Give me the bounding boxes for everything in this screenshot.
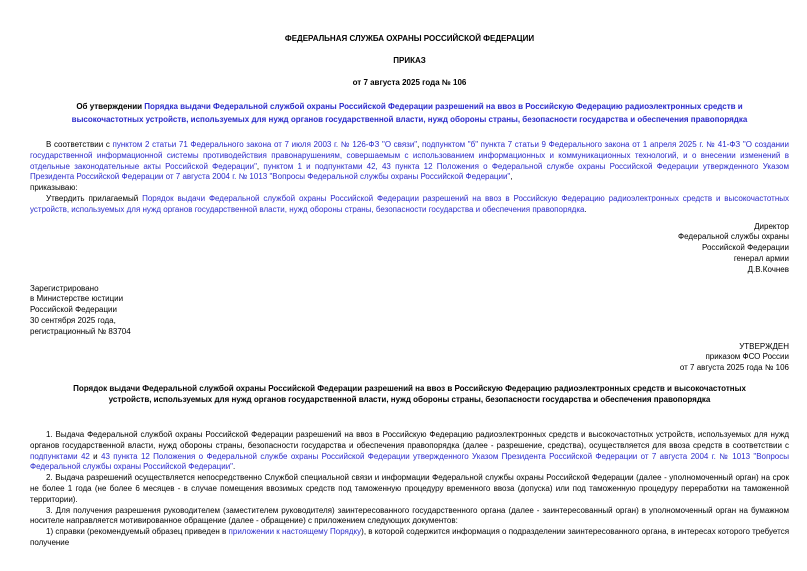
doc-date-number: от 7 августа 2025 года № 106 [352, 78, 467, 87]
preamble-text: В соответствии с [46, 140, 113, 149]
subparagraph-1-text: 1) справки (рекомендуемый образец приведен в [46, 527, 229, 537]
registration-line-5: регистрационный № 83704 [30, 326, 131, 336]
signature-line-org-1: Федеральной службы охраны [678, 232, 789, 242]
registration-block [30, 284, 789, 338]
doc-title-link[interactable]: Порядка выдачи Федеральной службой охраны Российской Федерации разрешений на ввоз в Российскую Федерацию радиоэлектронных средств и высокочастотных устройств, используемых для нужд органов государственной власти, нужд обороны страны, безопасности государства и обеспечения правопорядка [71, 102, 748, 124]
registration-line-1: Зарегистрировано [30, 283, 99, 293]
signature-line-rank: генерал армии [733, 253, 789, 263]
preamble-tail: , [510, 172, 513, 182]
link-law-41-fz[interactable]: подпунктом "б" пункта 7 статьи 9 Федерального закона от 1 апреля 2025 г. № 41-ФЗ "О создании государственной информационной системы противодействия правонарушениям, совершаемым с использованием информационных и коммуникационных технологий, и о внесении изменений в отдельные законодательные акты Российской Федерации" [30, 140, 789, 171]
signature-block [30, 222, 789, 276]
paragraph-1-tail: . [233, 462, 236, 472]
link-annex-to-order[interactable]: приложении к настоящему Порядку [228, 527, 362, 537]
paragraph-1 [30, 430, 789, 473]
link-subpoint-43-decree-1013[interactable]: 43 пункта 12 Положения о Федеральной службе охраны Российской Федерации утвержденного Указом Президента Российской Федерации от 7 августа 2004 г. № 1013 "Вопросы Федеральной службы охраны Российской Федерации" [30, 451, 789, 472]
paragraph-1-text: 1. Выдача Федеральной службой охраны Российской Федерации разрешений на ввоз в Российскую Федерацию радиоэлектронных средств и высокочастотных устройств, используемых для нужд органов государственной власти, нужд обороны страны, безопасности государства и обеспечения правопорядка (далее - разрешение, средства), осуществляется для ввоза средств в соответствии с [30, 429, 789, 450]
approve-paragraph [30, 194, 789, 216]
approved-line-3: от 7 августа 2025 года № 106 [679, 363, 789, 373]
doc-title-prefix: Об утверждении [76, 102, 145, 111]
approved-block [30, 342, 789, 374]
annex-title: Порядок выдачи Федеральной службой охраны Российской Федерации разрешений на ввоз в Российскую Федерацию радиоэлектронных средств и высокочастотных устройств, используемых для нужд органов государственной власти, нужд обороны страны, безопасности государства и обеспечения правопорядка [73, 383, 746, 405]
approve-tail: . [584, 204, 587, 214]
signature-line-position: Директор [754, 221, 789, 231]
preamble-paragraph [30, 140, 789, 183]
paragraph-3: 3. Для получения разрешения руководителем (заместителем руководителя) заинтересованного государственного органа (далее - заинтересованный орган) в уполномоченный орган на бумажном носителе направляется мотивированное обращение (далее - обращение) с приложением следующих документов: [30, 505, 789, 526]
registration-line-3: Российской Федерации [30, 305, 117, 315]
approved-line-2: приказом ФСО России [705, 352, 789, 362]
link-decree-1013[interactable]: пунктом 1 и подпунктами 42, 43 пункта 12 Положения о Федеральной службе охраны Российской Федерации утвержденного Указом Президента Российской Федерации от 7 августа 2004 г. № 1013 "Вопросы Федеральной службы охраны Российской Федерации" [30, 161, 789, 182]
approve-text: Утвердить прилагаемый [46, 193, 143, 203]
paragraph-2: 2. Выдача разрешений осуществляется непосредственно Службой специальной связи и информации Федеральной службы охраны Российской Федерации (далее - уполномоченный орган) на срок не более 1 года (не более 6 месяцев - в случае помещения ввозимых средств под таможенную процедуру временного ввоза (допуска) или под таможенную процедуру переработки на таможенной территории). [30, 473, 789, 504]
subparagraph-1 [30, 527, 789, 549]
subparagraph-1-tail: ), в которой содержится информация о подразделении заинтересованного органа, в интересах которого требуется получение [30, 527, 790, 547]
link-law-126-fz[interactable]: пунктом 2 статьи 71 Федерального закона от 7 июля 2003 г. № 126-ФЗ "О связи" [112, 140, 418, 149]
registration-line-4: 30 сентября 2025 года, [30, 315, 116, 325]
link-approved-order[interactable]: Порядок выдачи Федеральной службой охраны Российской Федерации разрешений на ввоз в Российскую Федерацию радиоэлектронных средств и высокочастотных устройств, используемых для нужд органов государственной власти, нужд обороны страны, безопасности государства и обеспечения правопорядка [30, 193, 790, 214]
order-word: приказываю: [30, 183, 78, 193]
paragraph-1-conj: и [89, 451, 101, 461]
registration-line-2: в Министерстве юстиции [30, 294, 124, 304]
preamble-separator-2: , [256, 161, 264, 171]
preamble-separator: , [417, 140, 423, 149]
signature-line-org-2: Российской Федерации [702, 243, 789, 253]
approved-line-1: УТВЕРЖДЕН [739, 341, 789, 351]
org-name: ФЕДЕРАЛЬНАЯ СЛУЖБА ОХРАНЫ РОССИЙСКОЙ ФЕДЕРАЦИИ [284, 34, 535, 43]
link-subpoint-42[interactable]: подпунктами 42 [30, 451, 90, 461]
signature-line-name: Д.В.Кочнев [747, 264, 789, 274]
doc-title [40, 100, 779, 126]
doc-type: ПРИКАЗ [393, 56, 426, 65]
annex-body [30, 430, 789, 549]
